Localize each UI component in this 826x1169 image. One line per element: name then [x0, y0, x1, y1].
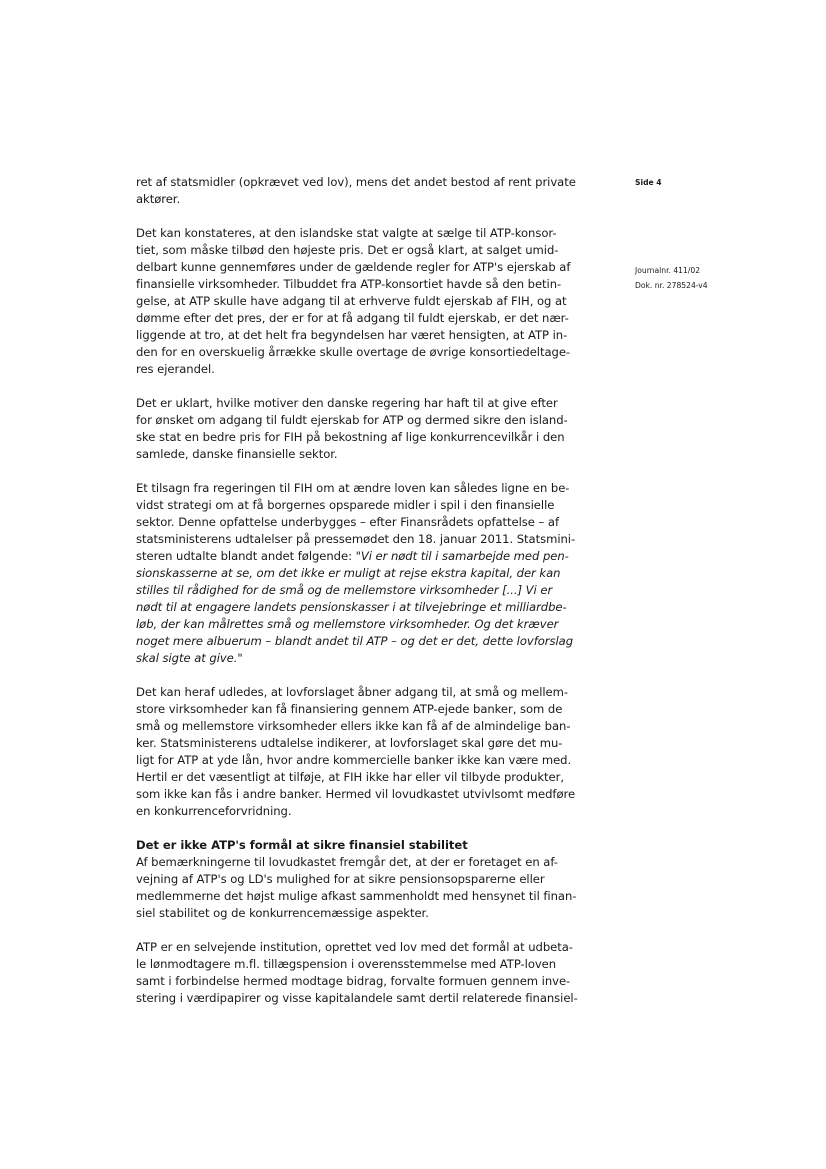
text-line: sektor. Denne opfattelse underbygges – efter Finansrådets opfattelse – af: [136, 515, 559, 529]
text-line: ATP er en selvejende institution, oprettet ved lov med det formål at udbeta-: [136, 940, 573, 954]
text-line: liggende at tro, at det helt fra begyndelsen har været hensigten, at ATP in-: [136, 328, 568, 342]
text-line: delbart kunne gennemføres under de gældende regler for ATP's ejerskab af: [136, 260, 571, 274]
text-line: tiet, som måske tilbød den højeste pris. Det er også klart, at salget umid-: [136, 243, 559, 257]
text-line: res ejerandel.: [136, 362, 215, 376]
text-line: ker. Statsministerens udtalelse indikerer, at lovforslaget skal gøre det mu-: [136, 736, 563, 750]
text-line: ret af statsmidler (opkrævet ved lov), mens det andet bestod af rent private: [136, 175, 576, 189]
text-line: Hertil er det væsentligt at tilføje, at FIH ikke har eller vil tilbyde produkter,: [136, 770, 564, 784]
text-line: finansielle virksomheder. Tilbuddet fra ATP-konsortiet havde så den betin-: [136, 277, 562, 291]
quote-text: sionskasserne at se, om det ikke er muligt at rejse ekstra kapital, der kan: [136, 566, 561, 580]
quote-text: løb, der kan målrettes små og mellemstore virksomheder. Og det kræver: [136, 617, 559, 631]
document-metadata: [635, 263, 708, 293]
paragraph-3: [136, 395, 598, 463]
text-line: små og mellemstore virksomheder ellers ikke kan få af de almindelige ban-: [136, 719, 571, 733]
text-line: aktører.: [136, 192, 181, 206]
text-line: Det er uklart, hvilke motiver den danske regering har haft til at give efter: [136, 396, 558, 410]
paragraph-6: [136, 837, 598, 922]
text-line: gelse, at ATP skulle have adgang til at erhverve fuldt ejerskab af FIH, og at: [136, 294, 567, 308]
text-line: samlede, danske finansielle sektor.: [136, 447, 338, 461]
quote-text: skal sigte at give.": [136, 651, 243, 665]
text-line: ligt for ATP at yde lån, hvor andre kommercielle banker ikke kan være med.: [136, 753, 572, 767]
text-line: le lønmodtagere m.fl. tillægspension i overensstemmelse med ATP-loven: [136, 957, 557, 971]
document-number: Dok. nr. 278524-v4: [635, 281, 708, 290]
paragraph-2: [136, 225, 598, 378]
text-line: medlemmerne det højst mulige afkast sammenholdt med hensynet til finan-: [136, 889, 577, 903]
text-plain: steren udtalte blandt andet følgende:: [136, 549, 356, 563]
text-line: Det kan heraf udledes, at lovforslaget åbner adgang til, at små og mellem-: [136, 685, 569, 699]
quote-line: [136, 565, 598, 582]
quote-line: [136, 582, 598, 599]
text-line: den for en overskuelig årrække skulle overtage de øvrige konsortiedeltage-: [136, 345, 571, 359]
quote-line: [136, 633, 598, 650]
text-line: for ønsket om adgang til fuldt ejerskab for ATP og dermed sikre den island-: [136, 413, 568, 427]
quote-line: [136, 599, 598, 616]
text-line-mixed: [136, 548, 598, 565]
text-line: samt i forbindelse hermed modtage bidrag, forvalte formuen gennem inve-: [136, 974, 571, 988]
quote-text: stilles til rådighed for de små og de mellemstore virksomheder [...] Vi er: [136, 583, 553, 597]
text-line: ske stat en bedre pris for FIH på bekostning af lige konkurrencevilkår i den: [136, 430, 565, 444]
text-line: vidst strategi om at få borgernes opsparede midler i spil i den finansielle: [136, 498, 555, 512]
text-line: en konkurrenceforvridning.: [136, 804, 292, 818]
text-line: stering i værdipapirer og visse kapitalandele samt dertil relaterede finansiel-: [136, 991, 578, 1005]
text-line: store virksomheder kan få finansiering gennem ATP-ejede banker, som de: [136, 702, 563, 716]
quote-line: [136, 650, 598, 667]
paragraph-1: [136, 174, 598, 208]
text-line: siel stabilitet og de konkurrencemæssige aspekter.: [136, 906, 429, 920]
page-number-label: Side 4: [635, 178, 662, 187]
paragraph-4: [136, 480, 598, 667]
paragraph-5: [136, 684, 598, 820]
text-line: Et tilsagn fra regeringen til FIH om at ændre loven kan således ligne en be-: [136, 481, 570, 495]
text-line: vejning af ATP's og LD's mulighed for at sikre pensionsopsparerne eller: [136, 872, 545, 886]
quote-line: [136, 616, 598, 633]
quote-text: "Vi er nødt til i samarbejde med pen-: [355, 549, 569, 563]
journal-number: Journalnr. 411/02: [635, 266, 701, 275]
section-heading: Det er ikke ATP's formål at sikre finansiel stabilitet: [136, 838, 468, 852]
text-line: Det kan konstateres, at den islandske stat valgte at sælge til ATP-konsor-: [136, 226, 557, 240]
text-line: statsministerens udtalelser på pressemødet den 18. januar 2011. Statsmini-: [136, 532, 576, 546]
quote-text: noget mere albuerum – blandt andet til ATP – og det er det, dette lovforslag: [136, 634, 574, 648]
text-line: dømme efter det pres, der er for at få adgang til fuldt ejerskab, er det nær-: [136, 311, 569, 325]
quote-text: nødt til at engagere landets pensionskasser i at tilvejebringe et milliardbe-: [136, 600, 567, 614]
body-text: [136, 174, 598, 1024]
text-line: som ikke kan fås i andre banker. Hermed vil lovudkastet utvivlsomt medføre: [136, 787, 576, 801]
paragraph-7: [136, 939, 598, 1007]
text-line: Af bemærkningerne til lovudkastet fremgår det, at der er foretaget en af-: [136, 855, 558, 869]
